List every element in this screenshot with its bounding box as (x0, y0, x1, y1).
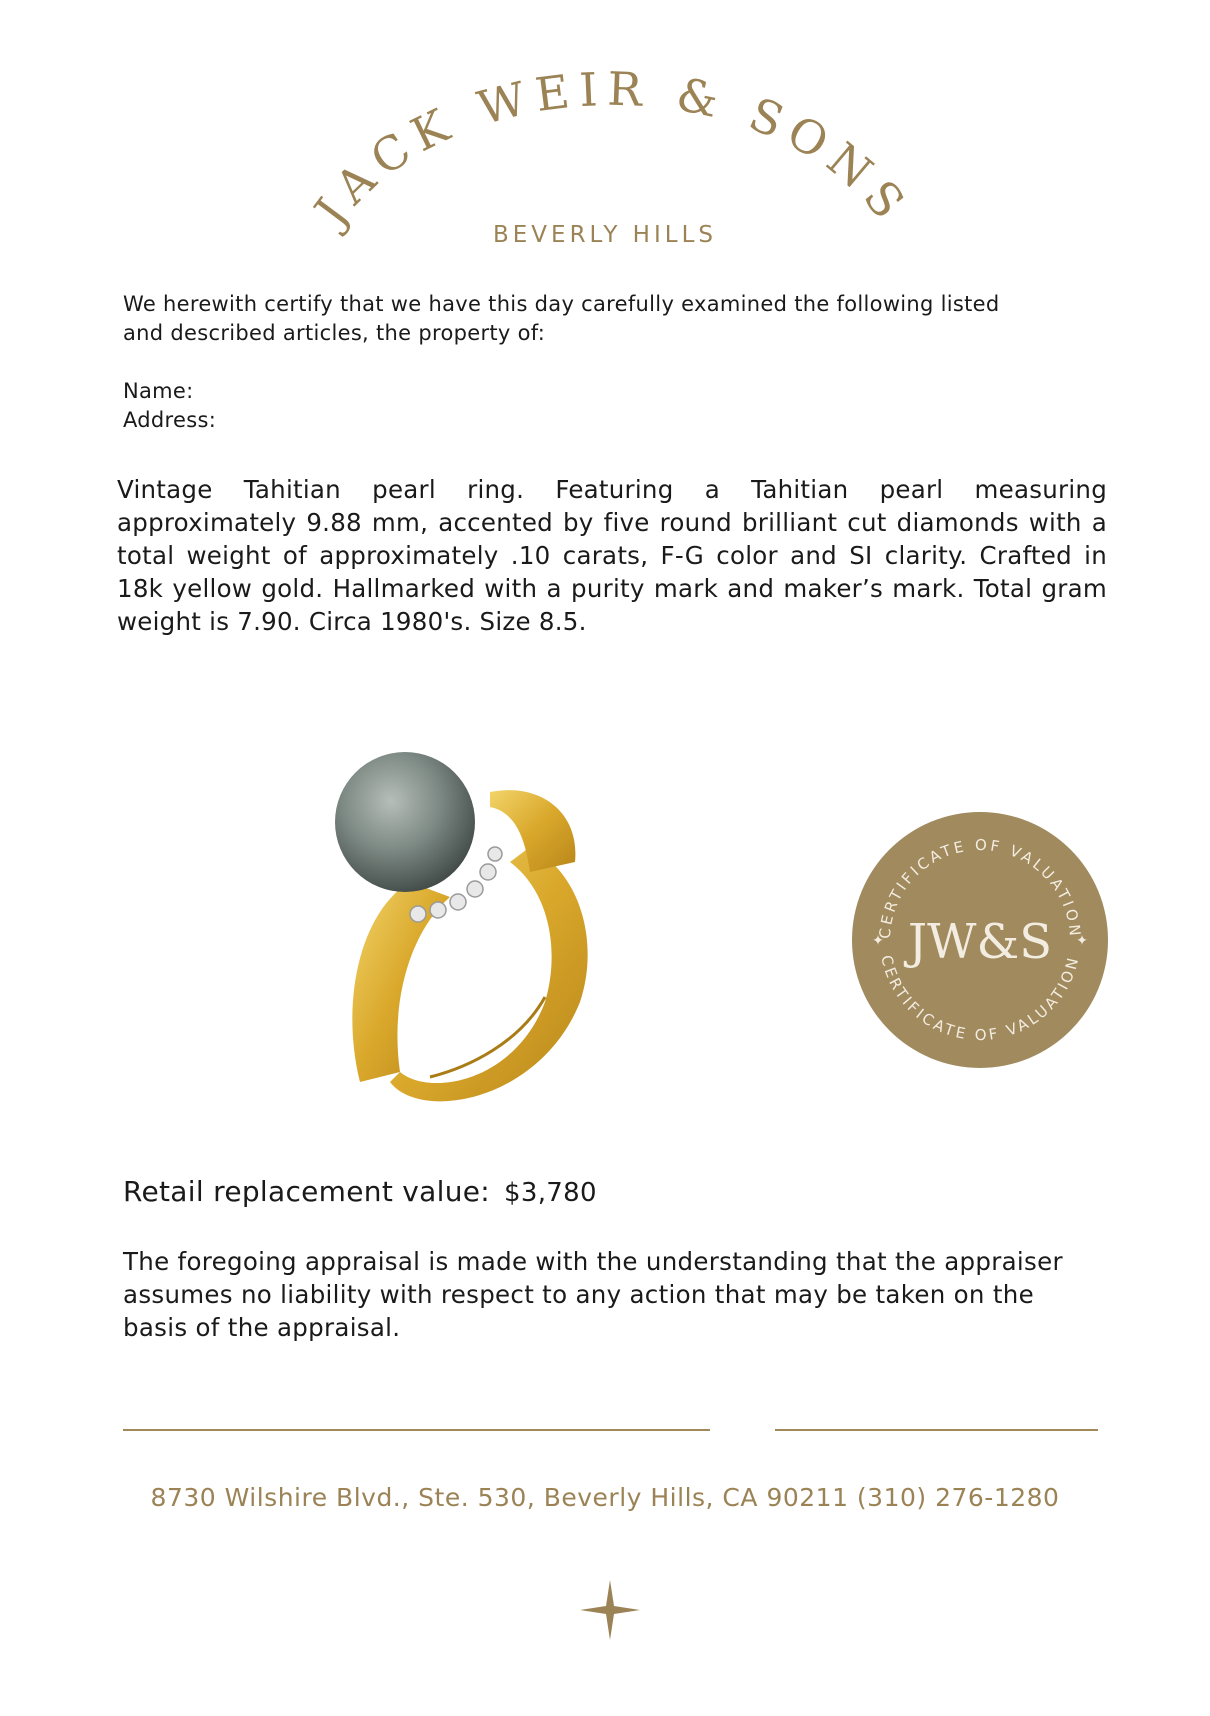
owner-fields (123, 377, 216, 435)
ring-photo (330, 752, 650, 1132)
certification-statement: We herewith certify that we have this day carefully examined the following listed and described articles, the property of: (123, 292, 1000, 345)
brand-location: BEVERLY HILLS (493, 222, 717, 248)
retail-value-amount: $3,780 (504, 1178, 597, 1208)
seal-monogram: JW&S (907, 914, 1053, 970)
brand-name: JACK WEIR & SONS (303, 70, 921, 236)
footer-address: 8730 Wilshire Blvd., Ste. 530, Beverly Hills, CA 90211 (310) 276-1280 (150, 1483, 1060, 1512)
signature-line-right (775, 1429, 1098, 1431)
svg-text:✦: ✦ (1076, 933, 1088, 949)
star-icon (580, 1580, 640, 1640)
svg-text:✦: ✦ (872, 933, 884, 949)
svg-text:CERTIFICATE OF VALUATION: CERTIFICATE OF VALUATION (877, 953, 1083, 1045)
certificate-seal (850, 810, 1110, 1070)
retail-value (123, 1175, 597, 1208)
address-label: Address: (123, 408, 217, 432)
brand-logo (0, 70, 1210, 270)
item-description: Vintage Tahitian pearl ring. Featuring a Tahitian pearl measuring approximately 9.88 mm, accented by five round brilliant cut diamonds with a total weight of approximately .10 carats, F-G color and SI clarity. Crafted in 18k yellow gold. Hallmarked with a purity mark and maker’s mark. Total gram weight is 7.90. Circa 1980's. Size 8.5. (117, 475, 1107, 636)
signature-line-left (123, 1429, 710, 1431)
svg-text:CERTIFICATE OF VALUATION: CERTIFICATE OF VALUATION (875, 835, 1085, 940)
liability-disclaimer: The foregoing appraisal is made with the understanding that the appraiser assumes no liability with respect to any action that may be taken on the basis of the appraisal. (123, 1247, 1063, 1342)
retail-value-label: Retail replacement value: (123, 1175, 491, 1208)
name-label: Name: (123, 379, 194, 403)
